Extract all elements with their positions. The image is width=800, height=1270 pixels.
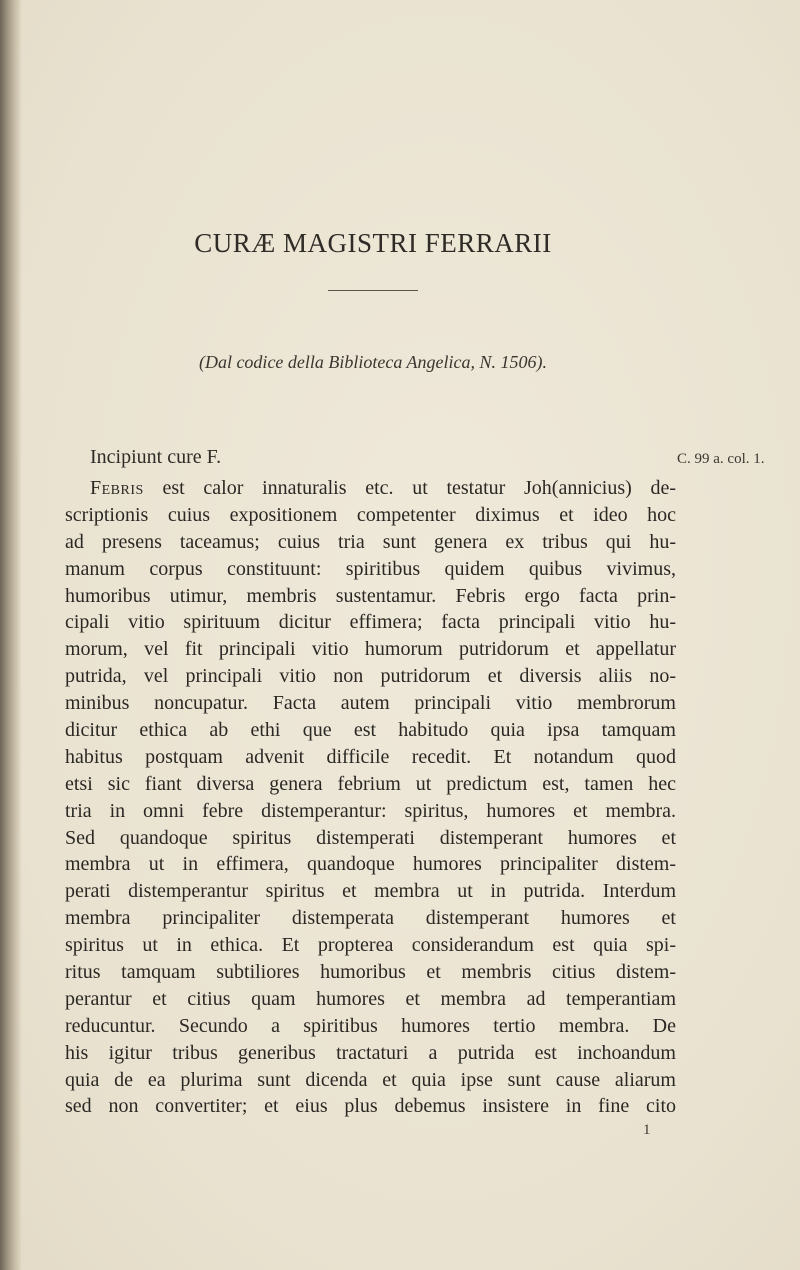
first-line-rest: est calor innaturalis etc. ut testatur Joh(annicius) de- [143, 477, 676, 499]
text-line: manum corpus constituunt: spiritibus quidem quibus vivimus, [65, 557, 676, 580]
text-line: putrida, vel principali vitio non putridorum et diversis aliis no- [65, 665, 676, 688]
title-divider [328, 290, 418, 291]
text-line: membra principaliter distemperata distemperant humores et [65, 907, 676, 930]
text-line: his igitur tribus generibus tractaturi a putrida est inchoandum [65, 1041, 676, 1064]
text-line [65, 475, 676, 502]
text-line: dicitur ethica ab ethi que est habitudo quia ipsa tamquam [65, 719, 676, 742]
text-line: ritus tamquam subtiliores humoribus et membris citius distem- [65, 961, 676, 984]
text-line: Sed quandoque spiritus distemperati distemperant humores et [65, 826, 676, 849]
text-line: quia de ea plurima sunt dicenda et quia ipse sunt cause aliarum [65, 1068, 676, 1091]
body-text [65, 475, 676, 1120]
page-title: CURÆ MAGISTRI FERRARII [194, 228, 552, 258]
text-line: perati distemperantur spiritus et membra ut in putrida. Interdum [65, 880, 676, 903]
text-line: morum, vel fit principali vitio humorum putridorum et appellatur [65, 638, 676, 661]
incipit-line: Incipiunt cure F. [90, 446, 222, 468]
text-line: membra ut in effimera, quandoque humores principaliter distem- [65, 853, 676, 876]
first-word: Febris [90, 477, 144, 499]
source-note: (Dal codice della Biblioteca Angelica, N. 1506). [198, 352, 548, 372]
text-line: sed non convertiter; et eius plus debemus insistere in fine cito [65, 1095, 676, 1118]
text-line: spiritus ut in ethica. Et propterea considerandum est quia spi- [65, 934, 676, 957]
text-line: habitus postquam advenit difficile recedit. Et notandum quod [65, 745, 676, 768]
text-line: humoribus utimur, membris sustentamur. Febris ergo facta prin- [65, 584, 676, 607]
text-line: perantur et citius quam humores et membra ad temperantiam [65, 987, 676, 1010]
margin-reference: C. 99 a. col. 1. [677, 451, 765, 467]
book-spine-shadow [0, 0, 22, 1270]
page-number: 1 [643, 1122, 651, 1138]
text-line: cipali vitio spirituum dicitur effimera; facta principali vitio hu- [65, 611, 676, 634]
text-line: tria in omni febre distemperantur: spiritus, humores et membra. [65, 799, 676, 822]
text-line: ad presens taceamus; cuius tria sunt genera ex tribus qui hu- [65, 530, 676, 553]
text-line: reducuntur. Secundo a spiritibus humores tertio membra. De [65, 1014, 676, 1037]
text-line: scriptionis cuius expositionem competenter diximus et ideo hoc [65, 503, 676, 526]
text-line: etsi sic fiant diversa genera febrium ut predictum est, tamen hec [65, 772, 676, 795]
text-line: minibus noncupatur. Facta autem principali vitio membrorum [65, 692, 676, 715]
